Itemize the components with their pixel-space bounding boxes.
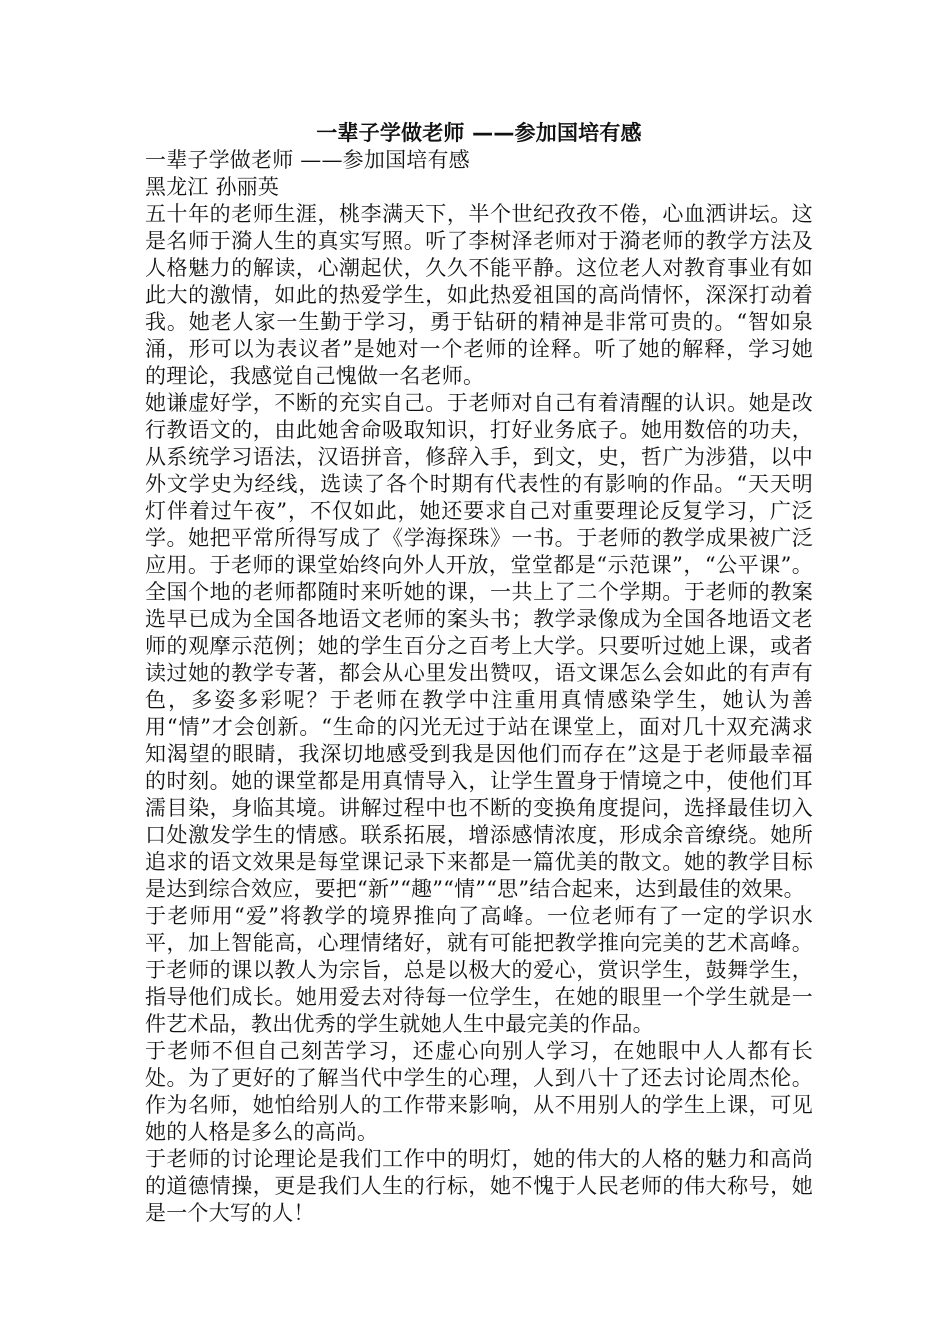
document-subtitle: 一辈子学做老师 ——参加国培有感 [145,148,470,172]
paragraph-4: 于老师不但自己刻苦学习，还虚心向别人学习，在她眼中人人都有长处。为了更好的了解当代中学生的心理，人到八十了还去讨论周杰伦。作为名师，她怕给别人的工作带来影响，从不用别人的学生上课，可见她的人格是多么的高尚。 [145,1039,813,1144]
document-body [145,120,813,1227]
paragraph-3: 于老师用“爱”将教学的境界推向了高峰。一位老师有了一定的学识水平，加上智能高，心理情绪好，就有可能把教学推向完美的艺术高峰。于老师的课以教人为宗旨，总是以极大的爱心，赏识学生，鼓舞学生，指导他们成长。她用爱去对待每一位学生，在她的眼里一个学生就是一件艺术品，教出优秀的学生就她人生中最完美的作品。 [145,904,813,1036]
paragraph-5: 于老师的讨论理论是我们工作中的明灯，她的伟大的人格的魅力和高尚的道德情操，更是我们人生的行标，她不愧于人民老师的伟大称号，她是一个大写的人！ [145,1147,813,1225]
paragraph-2: 她谦虚好学，不断的充实自己。于老师对自己有着清醒的认识。她是改行教语文的，由此她舍命吸取知识，打好业务底子。她用数倍的功夫，从系统学习语法，汉语拼音，修辞入手，到文，史，哲广为涉猎，以中外文学史为经线，选读了各个时期有代表性的有影响的作品。“天天明灯伴着过午夜”，不仅如此，她还要求自己对重要理论反复学习，广泛学。她把平常所得写成了《学海探珠》一书。于老师的教学成果被广泛应用。于老师的课堂始终向外人开放，堂堂都是“示范课”，“公平课”。 全国个地的老师都随时来听她的课，一共上了二个学期。于老师的教案选早已成为全国各地语文老师的案头书；教学录像成为全国各地语文老师的观摩示范例；她的学生百分之百考上大学。只要听过她上课，或者读过她的教学专著，都会从心里发出赞叹，语文课怎么会如此的有声有色，多姿多彩呢？于老师在教学中注重用真情感染学生，她认为善用“情”才会创新。“生命的闪光无过于站在课堂上，面对几十双充满求知渴望的眼睛，我深切地感受到我是因他们而存在”这是于老师最幸福的时刻。她的课堂都是用真情导入，让学生置身于情境之中，使他们耳濡目染，身临其境。讲解过程中也不断的变换角度提问，选择最佳切入口处激发学生的情感。联系拓展，增添感情浓度，形成余音缭绕。她所追求的语文效果是每堂课记录下来都是一篇优美的散文。她的教学目标是达到综合效应，要把“新”“趣”“情”“思”结合起来，达到最佳的效果。 [145,391,813,901]
paragraph-1: 五十年的老师生涯，桃李满天下，半个世纪孜孜不倦，心血洒讲坛。这是名师于漪人生的真实写照。听了李树泽老师对于漪老师的教学方法及人格魅力的解读，心潮起伏，久久不能平静。这位老人对教育事业有如此大的激情，如此的热爱学生，如此热爱祖国的高尚情怀，深深打动着我。她老人家一生勤于学习，勇于钻研的精神是非常可贵的。“智如泉涌，形可以为表议者”是她对一个老师的诠释。听了她的解释，学习她的理论，我感觉自己愧做一名老师。 [145,202,813,388]
author-line: 黑龙江 孙丽英 [145,175,280,199]
document-title: 一辈子学做老师 ——参加国培有感 [316,121,642,145]
